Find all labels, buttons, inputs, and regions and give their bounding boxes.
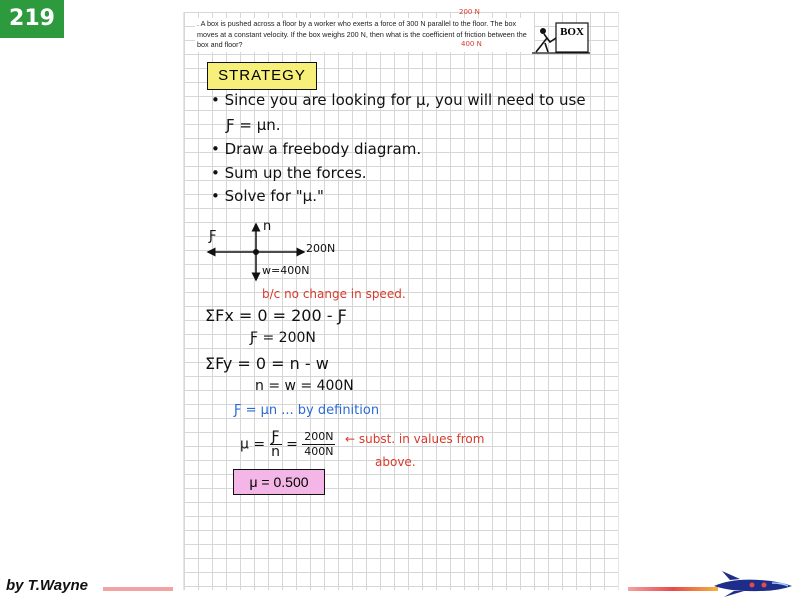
fbd-friction-label: Ƒ: [209, 229, 217, 244]
friction-definition: Ƒ = μn ... by definition: [234, 403, 380, 418]
problem-statement: [195, 18, 534, 52]
final-answer: μ = 0.500: [233, 469, 325, 495]
sum-fx-equation: ΣFx = 0 = 200 - Ƒ: [205, 306, 347, 325]
author-credit: by T.Wayne: [6, 577, 88, 594]
mu-value-numerator: 200N: [304, 430, 334, 443]
weight-correction: 400 N: [461, 40, 482, 48]
mu-value-fraction: [302, 430, 335, 459]
fbd-weight-label: w=400N: [262, 264, 310, 277]
problem-dot: .: [197, 19, 199, 28]
sum-fy-equation: ΣFy = 0 = n - w: [205, 354, 329, 373]
substitution-note: ← subst. in values from: [345, 432, 485, 446]
mu-lhs: μ =: [240, 436, 270, 453]
strategy-heading: STRATEGY: [207, 62, 317, 90]
mu-expression: [240, 430, 335, 459]
strategy-step-2: • Draw a freebody diagram.: [211, 140, 422, 158]
footer-divider-right: [628, 587, 718, 591]
strategy-step-1: • Since you are looking for μ, you will need to use: [211, 91, 586, 109]
mu-value-denominator: 400N: [304, 445, 334, 458]
problem-text: A box is pushed across a floor by a worker who exerts a force of 300 N parallel to the floor. The box moves at a constant velocity. If the box weighs 200 N, then what is the coefficient of friction between the box and floor?: [197, 19, 527, 49]
strategy-step-1b: Ƒ = μn.: [226, 116, 281, 134]
footer-divider-left: [103, 587, 173, 591]
problem-number-badge: 219: [0, 0, 64, 38]
constant-speed-note: b/c no change in speed.: [262, 287, 406, 301]
fbd-push-label: 200N: [306, 242, 336, 255]
rocket-ship-logo: [712, 570, 794, 598]
box-pushing-icon: [532, 18, 590, 56]
strategy-step-3: • Sum up the forces.: [211, 164, 367, 182]
force-correction: 200 N: [459, 8, 480, 16]
substitution-note-cont: above.: [375, 455, 416, 469]
strategy-step-4: • Solve for "μ.": [211, 187, 324, 205]
box-icon-label: BOX: [560, 26, 584, 38]
fbd-normal-label: n: [263, 219, 272, 234]
mu-denominator: n: [271, 444, 281, 460]
friction-result: Ƒ = 200N: [250, 330, 316, 346]
mu-numerator: Ƒ: [271, 429, 280, 445]
equals-sign: =: [286, 436, 298, 453]
mu-fraction: [270, 430, 282, 459]
normal-result: n = w = 400N: [255, 378, 354, 394]
